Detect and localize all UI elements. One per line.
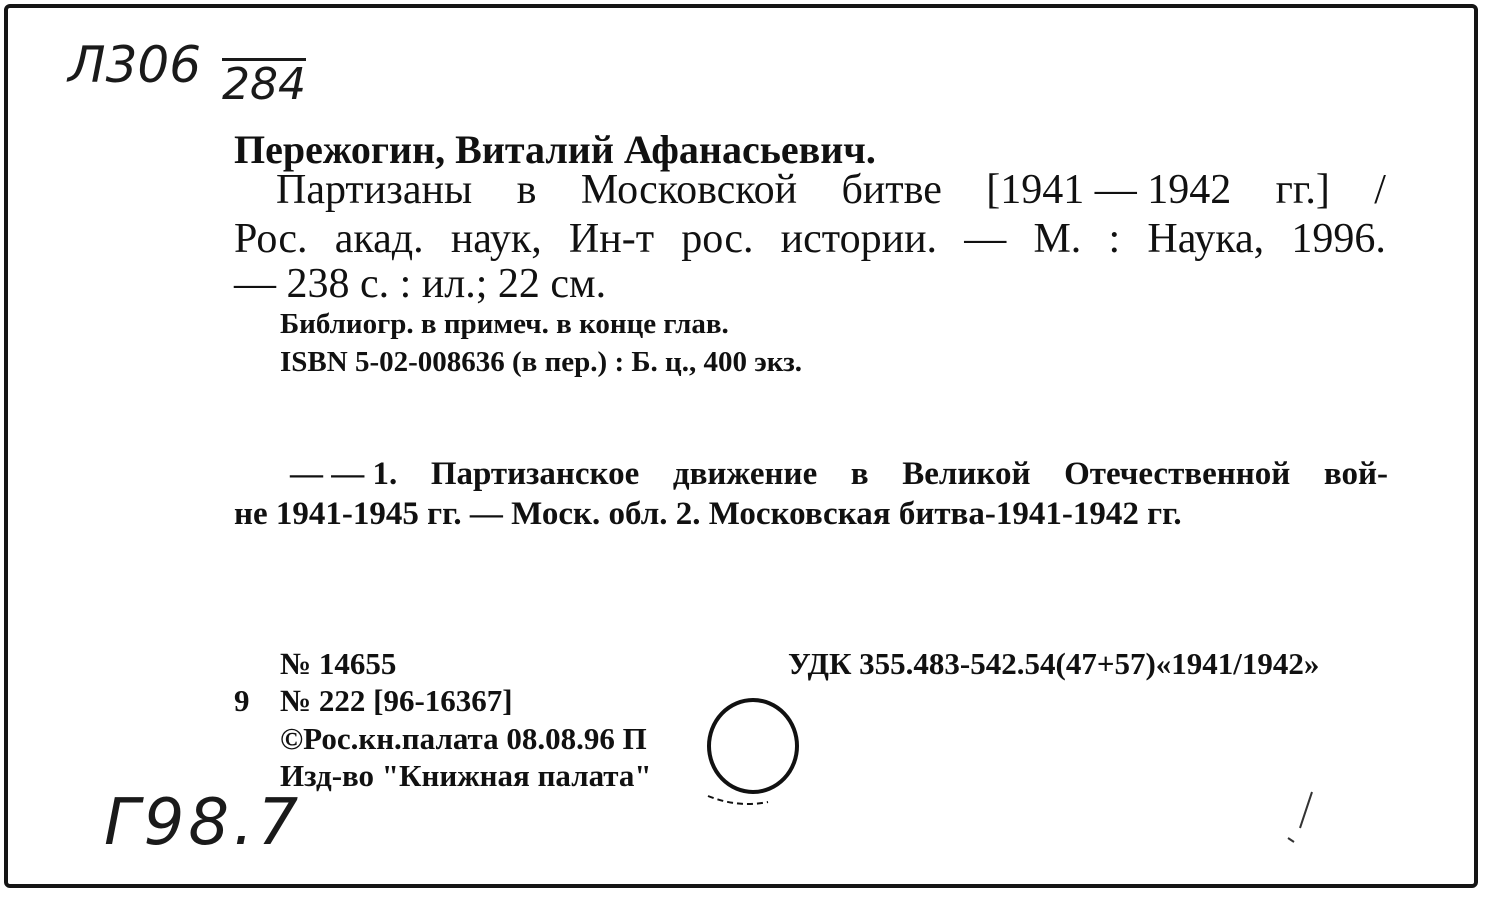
registration-number: № 222 [96-16367] xyxy=(280,683,513,718)
title-word: наук, xyxy=(450,216,542,262)
title-word: [1941 — 1942 xyxy=(986,167,1232,213)
title-word: Московской xyxy=(580,167,798,213)
subject-word: Великой xyxy=(902,456,1031,492)
subject-word: — — 1. xyxy=(290,456,398,492)
round-stamp xyxy=(698,696,808,816)
title-word: гг.] xyxy=(1275,167,1330,213)
physical-description: — 238 с. : ил.; 22 см. xyxy=(234,261,607,307)
title-word: Партизаны xyxy=(276,167,473,213)
udk-code: УДК 355.483-542.54(47+57)«1941/1942» xyxy=(788,646,1320,681)
title-word: 1996. xyxy=(1291,216,1386,262)
title-word: в xyxy=(516,167,537,213)
subject-word: Отечественной xyxy=(1064,456,1291,492)
copyright-line: ©Рос.кн.палата 08.08.96 П xyxy=(280,721,647,756)
title-word: — xyxy=(964,216,1007,262)
subject-word: Партизанское xyxy=(430,456,640,492)
isbn-line: ISBN 5-02-008636 (в пер.) : Б. ц., 400 экз. xyxy=(280,346,802,378)
handwritten-fraction: 284 xyxy=(222,59,306,110)
author-heading: Пережогин, Виталий Афанасьевич. xyxy=(234,127,876,172)
prefix-number: 9 xyxy=(234,683,250,718)
title-word: : xyxy=(1108,216,1121,262)
title-word: битве xyxy=(841,167,942,213)
bibliography-note: Библиогр. в примеч. в конце глав. xyxy=(280,308,729,340)
stamp-circle-icon xyxy=(698,696,808,816)
title-word: Рос. xyxy=(234,216,308,262)
catalog-card xyxy=(4,4,1478,888)
title-word: М. xyxy=(1033,216,1082,262)
subject-word: в xyxy=(850,456,869,492)
subjects-line-2: не 1941-1945 гг. — Моск. обл. 2. Московская битва-1941-1942 гг. xyxy=(234,496,1182,532)
subject-word: движение xyxy=(672,456,818,492)
card-number: № 14655 xyxy=(280,646,397,681)
handwritten-shelf-mark: Г98.7 xyxy=(104,786,303,860)
pen-mark-icon xyxy=(1278,788,1318,848)
subjects-line-1 xyxy=(290,456,1388,493)
title-word: Ин-т xyxy=(568,216,655,262)
subject-word: вой- xyxy=(1323,456,1388,492)
title-word: / xyxy=(1374,167,1386,213)
title-word: рос. xyxy=(681,216,754,262)
title-word: акад. xyxy=(334,216,424,262)
title-word: истории. xyxy=(780,216,938,262)
handwritten-code: Л306 xyxy=(68,36,202,94)
title-line-2 xyxy=(234,215,1386,263)
title-line-1 xyxy=(276,166,1386,214)
publisher-line: Изд-во "Книжная палата" xyxy=(280,758,652,793)
title-word: Наука, xyxy=(1147,216,1265,262)
